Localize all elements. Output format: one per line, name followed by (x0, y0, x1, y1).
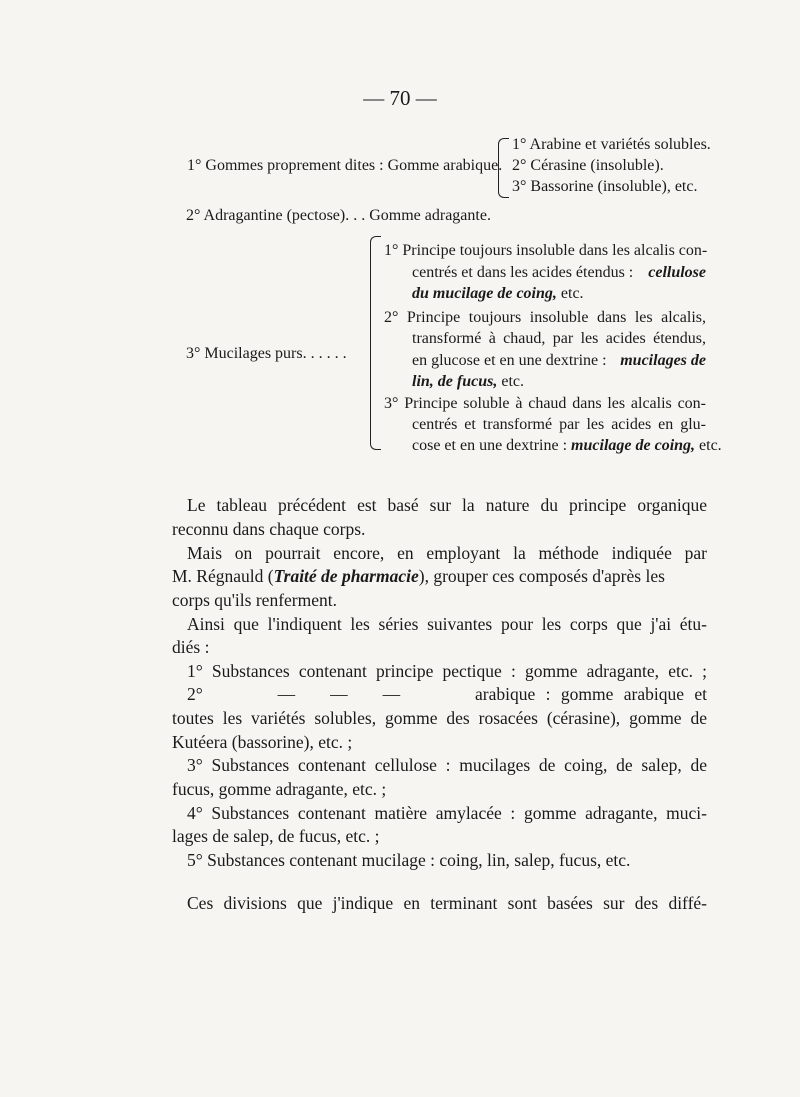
principle-1-mucilage: du mucilage de coing, (412, 285, 557, 302)
body-line-6: Ainsi que l'indiquent les séries suivantes pour les corps que j'ai étu- (187, 614, 707, 634)
row1-item-3: 3° Bassorine (insoluble), etc. (512, 178, 698, 195)
row1-item-2: 2° Cérasine (insoluble). (512, 157, 664, 174)
page-number: — 70 — (363, 86, 437, 110)
brace-row3 (370, 236, 381, 450)
principle-2-lin-fucus: lin, de fucus, (412, 373, 498, 390)
principle-2-line-1: 2° Principe toujours insoluble dans les alcalis, (384, 309, 706, 326)
principle-2-line-3 (412, 350, 706, 371)
principle-3-line-1: 3° Principe soluble à chaud dans les alcalis con- (384, 395, 706, 412)
principle-1-text: centrés et dans les acides étendus : (412, 264, 634, 281)
row1-item-1: 1° Arabine et variétés solubles. (512, 136, 711, 153)
principle-1-line-2 (412, 262, 706, 283)
body-line-5: corps qu'ils renferment. (172, 590, 337, 610)
series-4-line-2: lages de salep, de fucus, etc. ; (172, 826, 380, 846)
principle-1-cellulose: cellulose (648, 264, 706, 281)
principle-2-line-2: transformé à chaud, par les acides étendus, (412, 330, 706, 347)
principle-3-line-2: centrés et transformé par les acides en glu- (412, 416, 706, 433)
regnauld-rest: ), grouper ces composés d'après les (418, 566, 665, 586)
principle-3-etc: etc. (699, 437, 722, 454)
series-2-line-3: Kutéera (bassorine), etc. ; (172, 732, 353, 752)
principle-1-line-1: 1° Principe toujours insoluble dans les alcalis con- (384, 242, 708, 259)
body-line-1: Le tableau précédent est basé sur la nature du principe organique (187, 495, 707, 515)
principle-3-mucilage: mucilage de coing, (571, 437, 696, 454)
row3-label: 3° Mucilages purs. . . . . . (186, 345, 347, 362)
regnauld-ref (172, 565, 665, 589)
principle-3-text: cose et en une dextrine : (412, 437, 568, 454)
body-line-3: Mais on pourrait encore, en employant la méthode indiquée par (187, 543, 707, 563)
series-2-line-1 (187, 683, 707, 707)
series-2-number: 2° (187, 684, 203, 704)
series-4-line-1: 4° Substances contenant matière amylacée : gomme adragante, muci- (187, 803, 707, 823)
body-last-line: Ces divisions que j'indique en terminant sont basées sur des diffé- (187, 893, 707, 913)
body-line-2: reconnu dans chaque corps. (172, 519, 366, 539)
principle-3-line-3 (412, 435, 722, 456)
principle-1-line-3 (412, 283, 584, 304)
row1-label: 1° Gommes proprement dites : Gomme arabique. (187, 157, 503, 174)
traite-title: Traité de pharmacie (273, 566, 419, 586)
principle-1-etc: etc. (560, 285, 584, 302)
series-3-line-2: fucus, gomme adragante, etc. ; (172, 779, 387, 799)
series-2-line-2: toutes les variétés solubles, gomme des rosacées (cérasine), gomme de (172, 708, 707, 728)
brace-row1 (498, 138, 509, 198)
series-2-text: arabique : gomme arabique et (475, 684, 707, 704)
body-line-4 (172, 565, 707, 589)
regnauld-name: M. Régnauld ( (172, 566, 274, 586)
principle-2-etc: etc. (501, 373, 524, 390)
body-line-7: diés : (172, 637, 210, 657)
row2-label: 2° Adragantine (pectose). . . Gomme adragante. (186, 207, 491, 224)
principle-2-mucilages: mucilages de (620, 352, 706, 369)
series-2-dashes: — — — (277, 684, 401, 704)
series-5: 5° Substances contenant mucilage : coing, lin, salep, fucus, etc. (187, 850, 631, 870)
series-3-line-1: 3° Substances contenant cellulose : mucilages de coing, de salep, de (187, 755, 707, 775)
series-1: 1° Substances contenant principe pectique : gomme adragante, etc. ; (187, 661, 707, 681)
principle-2-line-4 (412, 371, 524, 392)
principle-2-text: en glucose et en une dextrine : (412, 352, 607, 369)
